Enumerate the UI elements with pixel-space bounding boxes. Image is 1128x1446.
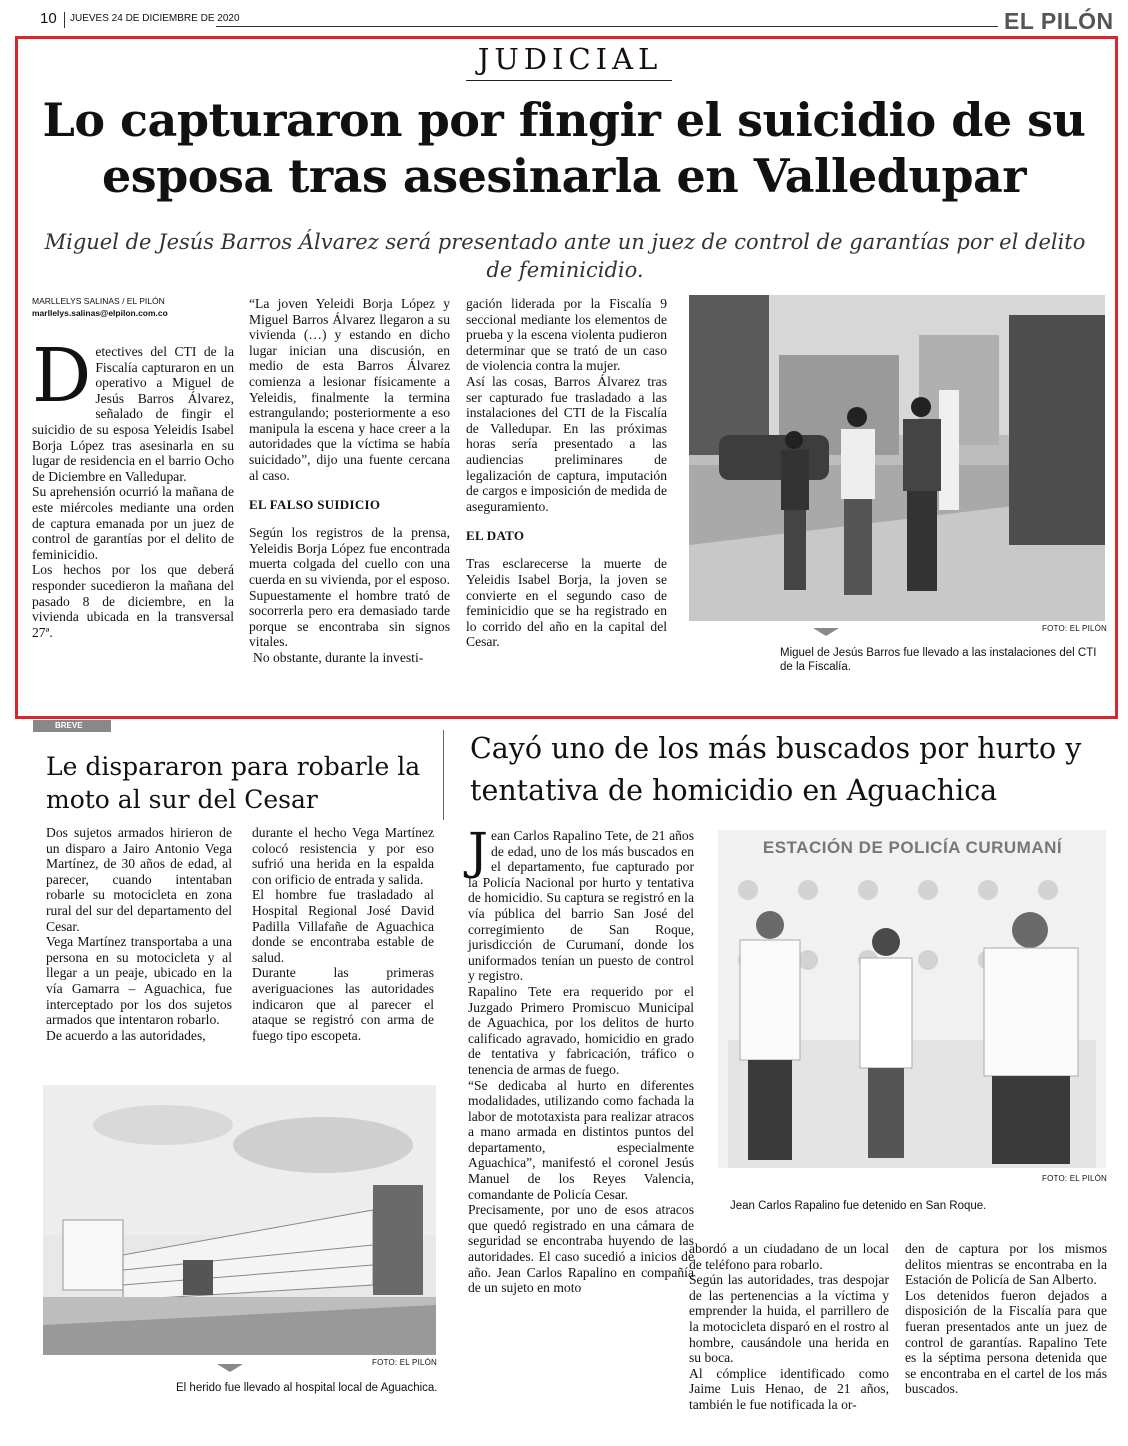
page-number: 10 xyxy=(40,10,57,27)
brief-col-1 xyxy=(46,825,232,1043)
brief-paragraph: Dos sujetos armados hirieron de un disparo a Jairo Antonio Vega Martínez, de 30 años de edad, al parecer, cuando intentaban robarle su motocicleta en zona rural del sur del departamento del Cesar. xyxy=(46,825,232,934)
brand-logo: EL PILÓN xyxy=(1004,8,1114,34)
story2-paragraph: Los detenidos fueron dejados a disposición de la Fiscalía para que fueran presentados ante un juez de control de garantías. Rapalino Tete es la séptima persona detenida que se encontraba en el cartel de los más buscados. xyxy=(905,1287,1107,1397)
byline: MARLLELYS SALINAS / EL PILÓN xyxy=(32,296,165,306)
main-col-1 xyxy=(32,333,234,640)
main-caption-arrow-icon xyxy=(813,628,839,636)
header-date: JUEVES 24 DE DICIEMBRE DE 2020 xyxy=(70,13,240,24)
header-rule xyxy=(216,26,998,27)
breve-tag: BREVE xyxy=(33,720,111,732)
main-paragraph: etectives del CTI de la Fiscalía capturaron en un operativo a Miguel de Jesús Barros Álvarez, señalado de fingir el suicidio de su esposa Yeleidis Isabel Borja López tras asesinarla en su lugar de residencia en el barrio Ocho de Diciembre en Valledupar. xyxy=(32,344,234,484)
brief-right-rule xyxy=(443,730,444,820)
story2-paragraph: Al cómplice identificado como Jaime Luis Henao, de 21 años, también le fue notificada la or- xyxy=(689,1365,889,1412)
brief-paragraph: El hombre fue trasladado al Hospital Regional José David Padilla Villafañe de Aguachica donde se encontraba estable de salud. xyxy=(252,887,434,965)
story2-paragraph: den de captura por los mismos delitos mientras se encontraba en la Estación de Policía de San Alberto. xyxy=(905,1241,1107,1288)
police-caption: Jean Carlos Rapalino fue detenido en San Roque. xyxy=(730,1200,987,1212)
main-subtitle: Miguel de Jesús Barros Álvarez será presentado ante un juez de control de garantías por el delito de feminicidio. xyxy=(44,230,1086,282)
main-photo-credit: FOTO: EL PILÓN xyxy=(1042,624,1108,633)
hospital-photo-credit: FOTO: EL PILÓN xyxy=(372,1358,438,1367)
hospital-caption: El herido fue llevado al hospital local de Aguachica. xyxy=(176,1382,438,1394)
story2-paragraph: “Se dedicaba al hurto en diferentes modalidades, utilizando como fachada la labor de mototaxista para realizar atracos a mano armada en distintos puntos del departamento, especialmente Aguachica”, manifestó el coronel Jesús Manuel de los Reyes Valencia, comandante de Policía Cesar. xyxy=(468,1077,694,1202)
story2-col-2 xyxy=(689,1241,889,1413)
section-label: JUDICIAL xyxy=(477,42,663,76)
main-photo xyxy=(689,295,1105,621)
story2-paragraph: Rapalino Tete era requerido por el Juzgado Primero Promiscuo Municipal de Aguachica, por los delitos de hurto calificado agravado, homicidio en grado de tentativa y fabricación, tráfico o tenencia de armas de fuego. xyxy=(468,983,694,1077)
subhead-el-dato: EL DATO xyxy=(466,528,525,544)
main-paragraph: No obstante, durante la investi- xyxy=(253,649,424,665)
story2-headline: Cayó uno de los más buscados por hurto y tentativa de homicidio en Aguachica xyxy=(470,732,1082,807)
main-paragraph: “La joven Yeleidi Borja López y Miguel Barros Álvarez llegaron a su vivienda (…) y estando en dicho lugar inician una discusión, en medio de esta Barros Álvarez comienza a lesionar físicamente a Yeleidis, finalmente la termina estrangulando; posteriormente a eso manipula la escena y hace creer a la autoridades que la víctima se había suicidado”, dijo una fuente cercana al caso. xyxy=(249,296,450,483)
subhead-falso-suicidio: EL FALSO SUIDICIO xyxy=(249,497,381,513)
police-photo xyxy=(718,830,1106,1168)
police-station-sign: ESTACIÓN DE POLICÍA CURUMANÍ xyxy=(762,838,1063,857)
brief-paragraph: Durante las primeras averiguaciones las autoridades indicaron que al parecer el ataque se registró con arma de fuego tipo escopeta. xyxy=(252,965,434,1043)
main-paragraph: gación liderada por la Fiscalía 9 seccional mediante los elementos de prueba y la escena violenta pudieron determinar que se trató de un caso de violencia contra la mujer. xyxy=(466,296,667,374)
section-label-underline xyxy=(466,80,672,81)
byline-email: marllelys.salinas@elpilon.com.co xyxy=(32,308,168,318)
police-photo-illustration xyxy=(718,830,1106,1168)
hospital-photo-illustration xyxy=(43,1085,436,1355)
story2-paragraph: Precisamente, por uno de esos atracos que quedó registrado en una cámara de seguridad se encontraba huyendo de las autoridades. El caso sucedió a inicios de año. Jean Carlos Rapalino en compañía de un sujeto en moto xyxy=(468,1202,694,1296)
main-photo-illustration xyxy=(689,295,1105,621)
hospital-photo xyxy=(43,1085,436,1355)
main-headline: Lo capturaron por fingir el suicidio de su esposa tras asesinarla en Valledupar xyxy=(42,93,1086,203)
story2-paragraph: ean Carlos Rapalino Tete, de 21 años de edad, uno de los más buscados en el departamento, fue capturado por la Policía Nacional por hurto y tentativa de homicidio. Su captura se registró en la vía pública del barrio San José del corregimiento de San Roque, jurisdicción de Curumaní, donde los uniformados tenían un puesto de control y registro. xyxy=(468,828,694,984)
header-divider xyxy=(64,12,65,28)
story2-paragraph: abordó a un ciudadano de un local de teléfono para robarlo. xyxy=(689,1241,889,1272)
main-col-3 xyxy=(466,296,667,650)
main-paragraph: Así las cosas, Barros Álvarez tras ser capturado fue trasladado a las instalaciones del CTI de la Fiscalía de Valledupar. En las próximas horas sería presentado a las audiencias preliminares de legalización de captura, imputación de cargos e imposición de medida de aseguramiento. xyxy=(466,373,667,514)
police-photo-credit: FOTO: EL PILÓN xyxy=(1042,1174,1108,1183)
main-paragraph: Su aprehensión ocurrió la mañana de este miércoles mediante una orden de captura emanada por un juez de control de garantías por el delito de feminicidio. xyxy=(32,484,234,562)
main-caption: Miguel de Jesús Barros fue llevado a las instalaciones del CTI de la Fiscalía. xyxy=(780,647,1097,673)
brief-paragraph: Vega Martínez transportaba a una persona en su motocicleta y al llegar a un peaje, ubicado en la vía Gamarra – Aguachica, fue interceptado por los dos sujetos armados que intentaron robarlo. xyxy=(46,934,232,1028)
story2-paragraph: Según las autoridades, tras despojar de las pertenencias a la víctima y emprender la huida, el parrillero de la motocicleta disparó en el rostro al hombre, causándole una herida en su boca. xyxy=(689,1272,889,1366)
story2-col-1 xyxy=(468,822,694,1296)
main-col-2 xyxy=(249,296,450,665)
dropcap: D xyxy=(32,333,92,419)
main-paragraph: Según los registros de la prensa, Yeleidis Borja López fue encontrada muerta colgada del cuello con una cuerda en su vivienda, por el esposo. Supuestamente el hombre trató de socorrerla pero era demasiado tarde porque se encontraba sin signos vitales. xyxy=(249,525,450,650)
main-paragraph: Los hechos por los que deberá responder sucedieron la mañana del pasado 8 de diciembre, en la vivienda ubicada en la transversal 27ª. xyxy=(32,562,234,640)
story2-col-3 xyxy=(905,1241,1107,1397)
brief-paragraph: durante el hecho Vega Martínez colocó resistencia y por eso sufrió una herida en la espalda con orificio de entrada y salida. xyxy=(252,825,434,887)
main-paragraph: Tras esclarecerse la muerte de Yeleidis Isabel Borja, la joven se convierte en el segundo caso de feminicidio que se ha registrado en lo corrido del año en la capital del Cesar. xyxy=(466,556,667,650)
brief-headline: Le dispararon para robarle la moto al sur del Cesar xyxy=(46,752,421,814)
brief-col-2 xyxy=(252,825,434,1043)
story2-dropcap: J xyxy=(468,822,489,880)
brief-paragraph: De acuerdo a las autoridades, xyxy=(46,1027,206,1043)
hospital-caption-arrow-icon xyxy=(217,1364,243,1372)
